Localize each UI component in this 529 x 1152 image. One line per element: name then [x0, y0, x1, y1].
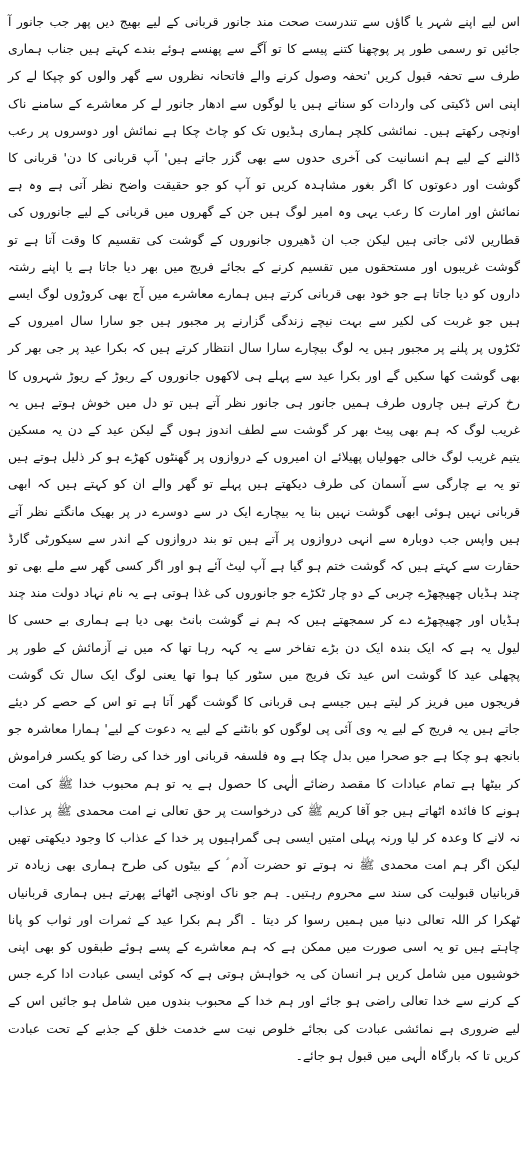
- article-body: [8, 8, 520, 1069]
- article-paragraph: اس لیے اپنے شہر یا گاؤں سے تندرست صحت مند جانور قربانی کے لیے بھیج دیں پھر جب جانور آ جائیں تو رسمی طور پر پوچھنا کتنے پیسے کا تو آگے سے پھنسے ہوئے بندے کہتے ہیں جناب ہماری طرف سے تحفہ قبول کریں 'تحفہ وصول کرنے والے فاتحانہ نظروں سے گھر والوں کو چپکا لے کر اپنی اس ڈکیتی کی واردات کو سناتے ہیں یا لوگوں سے ادھار جانور لے کر معاشرے کے سامنے ناک اونچی رکھتے ہیں۔ نمائشی کلچر ہماری ہڈیوں تک کو چاٹ چکا ہے نمائش اور دوسروں پر رعب ڈالنے کے لیے ہم انسانیت کی آخری حدوں سے بھی گزر جاتے ہیں' آپ قربانی کا دن' قربانی کا گوشت اور دعوتوں کا اگر بغور مشاہدہ کریں تو آپ کو جو حقیقت واضح نظر آتی ہے وہ ہے نمائش اور امارت کا رعب یہی وہ امیر لوگ ہیں جن کے گھروں میں قربانی کے لیے جانوروں کی قطاریں لائی جاتی ہیں لیکن جب ان ڈھیروں جانوروں کے گوشت کی تقسیم کا وقت آتا ہے تو گوشت غریبوں اور مستحقوں میں تقسیم کرنے کے بجائے فریج میں بھر دیا جاتا ہے یا اپنے رشتہ داروں کو دیا جاتا ہے جو خود بھی قربانی کرتے ہیں ہمارے معاشرے میں آج بھی کروڑوں لوگ ایسے ہیں جو غربت کی لکیر سے بہت نیچے زندگی گزارنے پر مجبور ہیں جو سارا سال امیروں کے ٹکڑوں پر پلنے پر مجبور ہیں یہ لوگ بیچارے سارا سال انتظار کرتے ہیں کہ بکرا عید پر جی بھر کر بھی گوشت کھا سکیں گے اور بکرا عید سے پہلے ہی لاکھوں جانوروں کے ریوڑ کے ریوڑ شہروں کا رخ کرتے ہیں چاروں طرف ہمیں جانور ہی جانور نظر آتے ہیں تو دل میں خوش ہوتے ہیں یہ غریب لوگ کہ ہم بھی پیٹ بھر کر گوشت سے لطف اندوز ہوں گے لیکن عید کے دن یہ مسکین یتیم غریب لوگ خالی جھولیاں پھیلائے ان امیروں کے دروازوں پر گھنٹوں کھڑے ہو کر ذلیل ہوتے ہیں تو یہ بے چارگی سے آسمان کی طرف دیکھتے ہیں پہلے تو گھر والے ان کو کہتے ہیں کہ ابھی قربانی نہیں ہوئی ابھی گوشت نہیں بنا یہ بیچارے ایک در سے دوسرے در پر بھیک مانگتے نظر آتے ہیں واپس جب دوبارہ سے انہی دروازوں پر آتے ہیں تو بند دروازوں کے اندر سے سیکورٹی گارڈ حقارت سے کہتے ہیں کہ گوشت ختم ہو گیا ہے آپ لیٹ آئے ہو اور اگر کسی گھر سے ملے بھی تو چند ہڈیاں چھیچھڑے چربی کے دو چار ٹکڑے جو جانوروں کی غذا ہوتی ہے یہ نام نہاد دولت مند چند ہڈیاں اور چھیچھڑے دے کر سمجھتے ہیں کہ ہم نے گوشت بانٹ بھی دیا ہے ہماری بے حسی کا لیول یہ ہے کہ ایک بندہ ایک دن بڑے تفاخر سے یہ کہہ رہا تھا کہ میں نے آزمائش کے طور پر پچھلی عید کا گوشت اس عید تک فریج میں سٹور کیا ہوا تھا یعنی لوگ ایک سال تک گوشت فریجوں میں فریز کر لیتے ہیں جیسے ہی قربانی کا گوشت گھر آتا ہے تو اس کے حصے کر دیئے جاتے ہیں یہ فریج کے لیے یہ وی آئی پی لوگوں کو بانٹنے کے لیے یہ دعوت کے لیے' ہمارا معاشرہ جو بانجھ ہو چکا ہے جو صحرا میں بدل چکا ہے وہ فلسفہ قربانی اور خدا کی رضا کو یکسر فراموش کر بیٹھا ہے تمام عبادات کا مقصد رضائے الٰہی کا حصول ہے یہ تو ہم محبوب خدا ﷺ کی امت ہونے کا فائدہ اٹھاتے ہیں جو آقا کریم ﷺ کی درخواست پر حق تعالی نے امت محمدی ﷺ پر عذاب نہ لانے کا وعدہ کر لیا ورنہ پہلی امتیں ایسی ہی گمراہیوں پر خدا کے عذاب کا وجود دیکھتی تھیں لیکن اگر ہم امت محمدی ﷺ نہ ہوتے تو حضرت آدم ؑ کے بیٹوں کی طرح ہماری بھی زیادہ تر قربانیاں قبولیت کی سند سے محروم رہتیں۔ ہم جو ناک اونچی اٹھائے پھرتے ہیں ہماری قربانیاں ٹھکرا کر اللہ تعالی دنیا میں ہمیں رسوا کر دیتا ۔ اگر ہم بکرا عید کے ثمرات اور ثواب کو پانا چاہتے ہیں تو یہ اسی صورت میں ممکن ہے کہ ہم معاشرے کے پسے ہوئے طبقوں کو بھی اپنی خوشیوں میں شامل کریں ہر انسان کی یہ خواہش ہوتی ہے کہ کوئی ایسی عبادت ادا کرے جس کے کرنے سے خدا تعالی راضی ہو جائے اور ہم خدا کے محبوب بندوں میں شامل ہو جائیں اس کے لیے ضروری ہے نمائشی عبادت کی بجائے خلوص نیت سے خدمت خلق کے جذبے کے تحت عبادت کریں تا کہ بارگاہ الٰہی میں قبول ہو جائے۔: [8, 14, 520, 1063]
